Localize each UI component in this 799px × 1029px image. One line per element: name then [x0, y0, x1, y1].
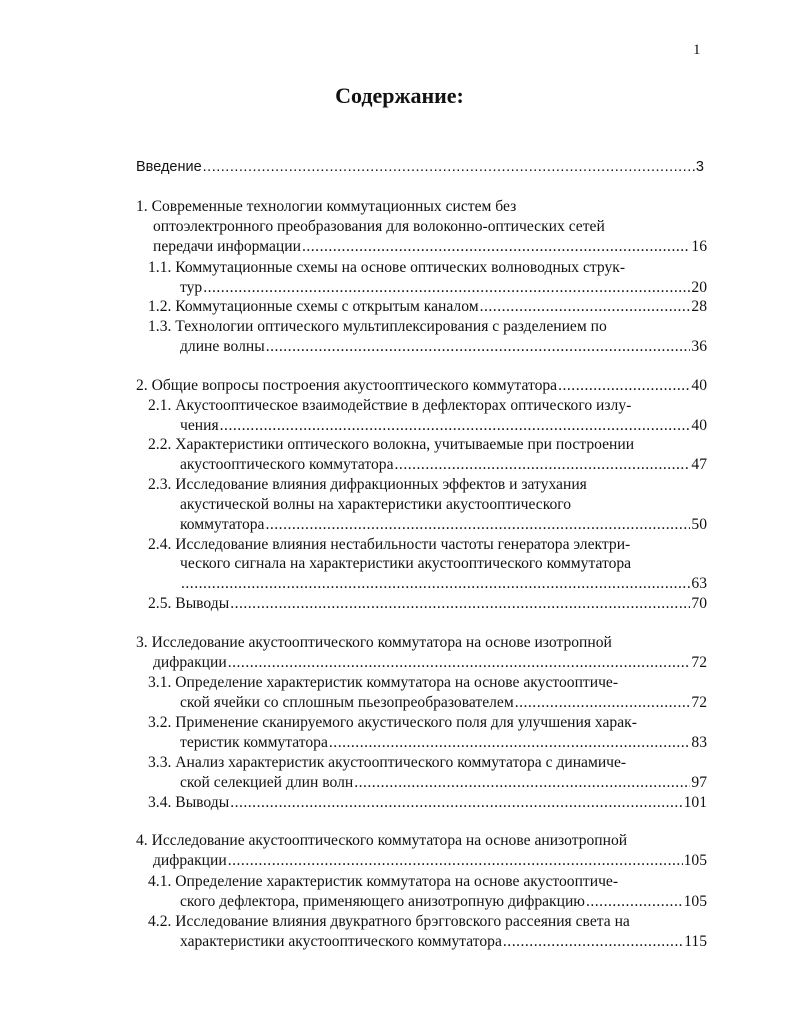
toc-page-number: 20	[691, 279, 707, 296]
toc-page-number: 16	[691, 238, 707, 255]
toc-chapter-4-line-1: 4. Исследование акустооптического коммутатора на основе анизотропной	[136, 832, 628, 849]
dot-leader	[230, 594, 690, 614]
toc-section-2-4-line-2: ческого сигнала на характеристики акустооптического коммутатора	[180, 555, 632, 572]
dot-leader	[265, 515, 690, 535]
toc-entry-title: 2. Общие вопросы построения акустооптического коммутатора	[136, 377, 558, 394]
toc-section-3-3-line-1: 3.3. Анализ характеристик акустооптического коммутатора с динамиче-	[148, 754, 627, 771]
toc-section-4-1-line-1: 4.1. Определение характеристик коммутатора на основе акустооптиче-	[148, 873, 619, 890]
toc-section-1-1-line-1: 1.1. Коммутационные схемы на основе оптических волноводных струк-	[148, 259, 626, 276]
toc-section-2-1[interactable]	[180, 416, 707, 436]
toc-page-number: 40	[691, 377, 707, 394]
toc-entry-title: характеристики акустооптического коммутатора	[180, 933, 502, 950]
toc-section-3-4[interactable]	[148, 793, 707, 813]
dot-leader	[503, 932, 683, 952]
toc-section-2-3[interactable]	[180, 515, 707, 535]
toc-page-number: 47	[691, 456, 707, 473]
toc-entry-title: коммутатора	[180, 516, 265, 533]
toc-entry-title: тур	[180, 279, 203, 296]
toc-chapter-1-line-2: оптоэлектронного преобразования для волоконно-оптических сетей	[153, 218, 605, 235]
toc-page-number: 70	[691, 595, 707, 612]
toc-entry-title: 2.5. Выводы	[148, 595, 230, 612]
toc-page-number: 115	[684, 933, 707, 950]
toc-entry-intro[interactable]	[136, 157, 704, 177]
toc-chapter-3-line-1: 3. Исследование акустооптического коммутатора на основе изотропной	[136, 634, 612, 651]
toc-section-3-2[interactable]	[180, 733, 707, 753]
page-title: Содержание:	[335, 83, 464, 108]
toc-page-number: 40	[691, 417, 707, 434]
dot-leader	[266, 337, 691, 357]
toc-page-number: 28	[691, 298, 707, 315]
toc-chapter-1-line-1: 1. Современные технологии коммутационных систем без	[136, 198, 517, 215]
toc-section-2-1-line-1: 2.1. Акустооптическое взаимодействие в дефлекторах оптического излу-	[148, 397, 632, 414]
dot-leader	[329, 733, 691, 753]
toc-page-number: 105	[683, 852, 707, 869]
dot-leader	[203, 278, 690, 298]
toc-page-number: 3	[695, 159, 704, 175]
toc-section-1-3-line-1: 1.3. Технологии оптического мультиплексирования с разделением по	[148, 318, 607, 335]
toc-section-4-2[interactable]	[180, 932, 707, 952]
toc-entry-title: ской ячейки со сплошным пьезопреобразователем	[180, 694, 514, 711]
dot-leader	[230, 793, 682, 813]
toc-section-3-1-line-1: 3.1. Определение характеристик коммутатора на основе акустооптиче-	[148, 674, 619, 691]
toc-page-number: 72	[691, 654, 707, 671]
toc-section-1-2[interactable]	[148, 297, 707, 317]
dot-leader	[302, 237, 690, 257]
toc-section-1-1[interactable]	[180, 278, 707, 298]
toc-entry-title: теристик коммутатора	[180, 734, 328, 751]
toc-chapter-1[interactable]	[153, 237, 707, 257]
toc-section-2-3-line-2: акустической волны на характеристики акустооптического	[180, 496, 572, 513]
toc-entry-title: 3.4. Выводы	[148, 794, 230, 811]
toc-page-number: 63	[691, 575, 707, 592]
toc-section-2-4-line-1: 2.4. Исследование влияния нестабильности частоты генератора электри-	[148, 536, 631, 553]
dot-leader	[228, 653, 691, 673]
dot-leader	[220, 416, 691, 436]
toc-entry-title: дифракции	[153, 852, 227, 869]
toc-section-2-2[interactable]	[180, 455, 707, 475]
toc-chapter-3[interactable]	[153, 653, 707, 673]
toc-page-number: 50	[691, 516, 707, 533]
toc-entry-title: передачи информации	[153, 238, 301, 255]
dot-leader	[558, 376, 690, 396]
dot-leader	[203, 157, 695, 177]
toc-section-4-1[interactable]	[180, 892, 707, 912]
dot-leader	[395, 455, 691, 475]
toc-entry-title: 1.2. Коммутационные схемы с открытым каналом	[148, 298, 479, 315]
toc-section-3-1[interactable]	[180, 693, 707, 713]
toc-entry-title: чения	[180, 417, 219, 434]
toc-chapter-2[interactable]	[136, 376, 707, 396]
toc-page-number: 72	[691, 694, 707, 711]
toc-page-number: 36	[691, 338, 707, 355]
toc-entry-title: Введение	[136, 159, 202, 175]
toc-section-1-3[interactable]	[180, 337, 707, 357]
dot-leader	[586, 892, 683, 912]
dot-leader	[354, 773, 690, 793]
toc-entry-title: длине волны	[180, 338, 265, 355]
toc-section-2-5[interactable]	[148, 594, 707, 614]
toc-entry-title: дифракции	[153, 654, 227, 671]
toc-page-number: 105	[683, 893, 707, 910]
toc-page-number: 97	[691, 774, 707, 791]
dot-leader	[181, 574, 690, 594]
toc-page-number: 83	[691, 734, 707, 751]
dot-leader	[228, 851, 683, 871]
dot-leader	[480, 297, 691, 317]
toc-section-3-2-line-1: 3.2. Применение сканируемого акустического поля для улучшения харак-	[148, 714, 637, 731]
toc-section-3-3[interactable]	[180, 773, 707, 793]
toc-entry-title: акустооптического коммутатора	[180, 456, 394, 473]
toc-section-2-3-line-1: 2.3. Исследование влияния дифракционных эффектов и затухания	[148, 476, 587, 493]
toc-section-2-4[interactable]	[180, 574, 707, 594]
dot-leader	[515, 693, 691, 713]
toc-entry-title: ского дефлектора, применяющего анизотропную дифракцию	[180, 893, 585, 910]
toc-page-number: 101	[683, 794, 707, 811]
page-number: 1	[693, 42, 701, 58]
toc-section-2-2-line-1: 2.2. Характеристики оптического волокна, учитываемые при построении	[148, 436, 635, 453]
toc-entry-title: ской селекцией длин волн	[180, 774, 354, 791]
toc-chapter-4[interactable]	[153, 851, 707, 871]
toc-section-4-2-line-1: 4.2. Исследование влияния двукратного брэгговского рассеяния света на	[148, 913, 630, 930]
